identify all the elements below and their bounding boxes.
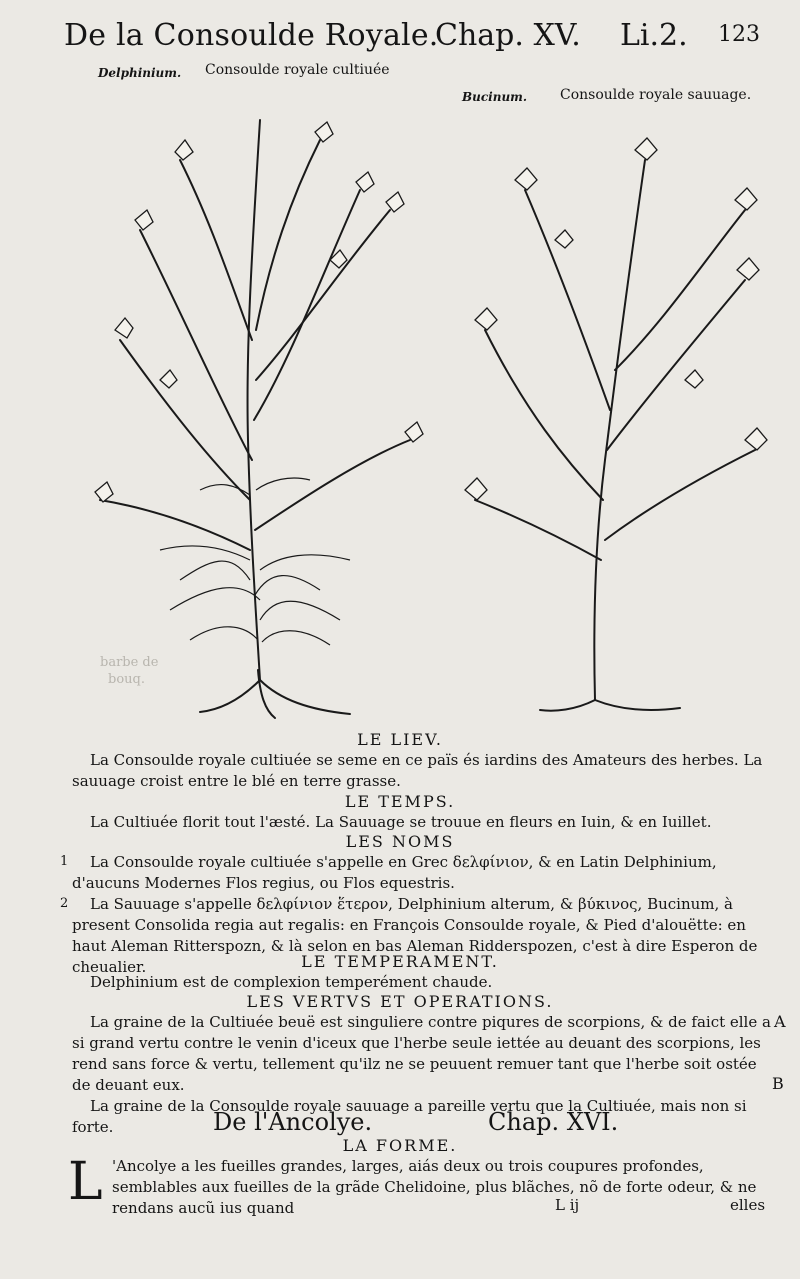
delphinium-woodcut-illustration [60,80,440,720]
paragraph-lieu: La Consoulde royale cultiuée se seme en ce païs és iardins des Amateurs des herbes. La sauuage croist entre le blé en terre grasse. [72,751,763,790]
next-chapter-title: De l'Ancolye. [213,1108,373,1136]
section-text-lieu [72,750,772,792]
running-title: De la Consoulde Royale. [64,18,439,53]
paragraph-vertus-2: La graine de la Consoulde royale sauuage a pareille vertu que la Cultiuée, mais non si forte. [72,1097,747,1136]
caption-left-french: Consoulde royale cultiuée [205,62,390,78]
caption-left-latin: Delphinium. [98,66,182,80]
paragraph-temperament: Delphinium est de complexion temperément chaude. [90,973,493,991]
paragraph-noms-2: La Sauuage s'appelle δελφίνιον ἕτερον, Delphinium alterum, & βύκινος, Bucinum, à present Consolida regia aut regalis: en François Consoulde royale, & Pied d'alouëtte: en haut Aleman Ritterspozn, & là selon en bas Aleman Ridderspozen, c'est à dire Esperon de cheualier. [72,895,758,976]
section-text-temperament [72,972,772,993]
section-heading-vertus: LES VERTVS ET OPERATIONS. [246,992,554,1011]
signature-mark: L ij [555,1196,580,1214]
caption-right-latin: Bucinum. [462,90,528,104]
chapter-number: Chap. XV. [435,18,581,53]
paragraph-forme: 'Ancolye a les fueilles grandes, larges, aiás deux ou trois coupures profondes, semblables aux fueilles de la grãde Chelidoine, plus blãches, nõ de forte odeur, & ne rendans aucũ ius quand [112,1157,757,1217]
section-text-temps [72,812,772,833]
margin-note-a: A [774,1012,786,1031]
section-heading-temperament: LE TEMPERAMENT. [301,952,499,971]
section-text-forme [112,1156,767,1219]
section-text-vertus [72,1012,772,1138]
name-note-1: 1 [60,854,69,869]
catchword: elles [730,1196,766,1214]
margin-note-b: B [772,1074,784,1093]
paragraph-temps: La Cultiuée florit tout l'æsté. La Sauuage se trouue en fleurs en Iuin, & en Iuillet. [90,813,712,831]
section-heading-lieu: LE LIEV. [357,730,443,749]
section-heading-forme: LA FORME. [342,1136,458,1155]
caption-right-french: Consoulde royale sauuage. [560,87,752,103]
bleed-through-label-2: bouq. [108,672,145,687]
section-text-noms-1 [72,852,772,894]
section-heading-noms: LES NOMS [345,832,455,851]
drop-cap-initial: L [68,1152,103,1212]
paragraph-vertus-1: La graine de la Cultiuée beuë est singuliere contre piqures de scorpions, & de faict elle a si grand vertu contre le venin d'iceux que l'herbe seule iettée au deuant des scorpions, les rend sans force & vertu, tellement qu'ilz ne se peuuent remuer tant que l'herbe soit ostée de deuant eux. [72,1013,771,1094]
next-chapter-number: Chap. XVI. [488,1108,619,1136]
name-note-2: 2 [60,896,69,911]
book-number: Li.2. [620,18,688,53]
bucinum-woodcut-illustration [445,120,785,720]
paragraph-noms-1: La Consoulde royale cultiuée s'appelle en Grec δελφίνιον, & en Latin Delphinium, d'aucuns Modernes Flos regius, ou Flos equestris. [72,853,717,892]
bleed-through-label: barbe de [100,655,159,670]
section-heading-temps: LE TEMPS. [344,792,456,811]
page-number: 123 [718,22,760,47]
